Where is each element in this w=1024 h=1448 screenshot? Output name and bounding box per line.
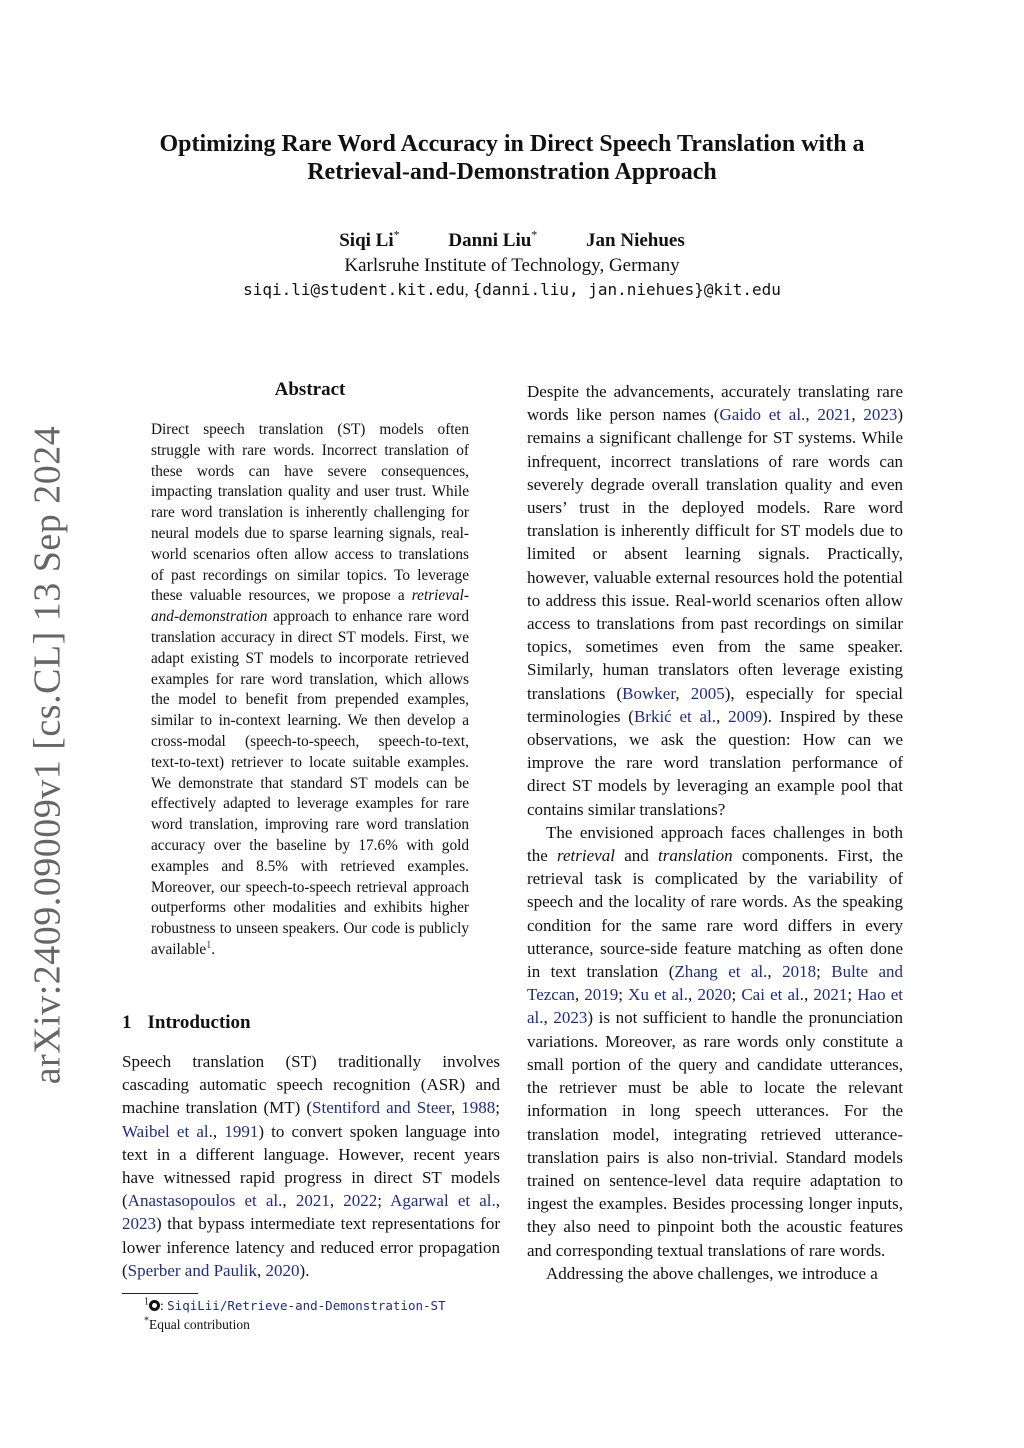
paper-title — [100, 130, 924, 186]
citation-link[interactable]: 2009 — [728, 706, 763, 726]
citation-link[interactable]: Anastasopoulos et al. — [127, 1191, 283, 1211]
citation-link[interactable]: 2021 — [813, 985, 848, 1005]
footnote-1: $^1$ : SiqiLii/Retrieve-and-Demonstration-ST — [144, 1296, 446, 1313]
right-paragraph-2: The envisioned approach faces challenges in both the retrieval and translation components. First, the retrieval task is complicated by the variability of speech and the locality of rare words. As the speaking condition for the same rare word differs in every utterance, source-side feature matching as often done in text translation (Zhang et al., 2018; Bulte and Tezcan, 2019; Xu et al., 2020; Cai et al., 2021; Hao et al., 2023) is not sufficient to handle the pronunciation variations. Moreover, as rare words only constitute a small portion of the query and candidate utterances, the retriever must be able to locate the relevant information in long speech utterances. For the translation model, integrating retrieved utterance-translation pairs is also non-trivial. Standard models trained on sentence-level data require adaptation to ingest the examples. Besides processing longer inputs, they also need to pinpoint both the acoustic features and corresponding textual translations of rare words. — [527, 822, 904, 1260]
citation-link[interactable]: 2005 — [690, 683, 725, 703]
citation-link[interactable]: Agarwal et al. — [390, 1191, 496, 1211]
citation-link[interactable]: 2018 — [782, 962, 817, 982]
footnote-divider — [122, 1293, 198, 1294]
citation-link[interactable]: Gaido et al. — [719, 405, 806, 425]
repository-link[interactable]: SiqiLii/Retrieve-and-Demonstration-ST — [167, 1298, 446, 1313]
github-icon — [149, 1300, 160, 1311]
citation-link[interactable]: 2020 — [265, 1260, 300, 1280]
arxiv-identifier: arXiv:2409.09009v1 [cs.CL] 13 Sep 2024 — [26, 425, 69, 1085]
affiliation: Karlsruhe Institute of Technology, Germany — [344, 255, 680, 276]
author-1: Siqi Li* — [339, 227, 400, 251]
citation-link[interactable]: Stentiford and Steer — [312, 1098, 451, 1118]
citation-link[interactable]: Waibel et al. — [122, 1121, 213, 1141]
right-column — [527, 380, 903, 1285]
citation-link[interactable]: Hao et al. — [527, 985, 904, 1028]
citation-link[interactable]: 2020 — [697, 985, 732, 1005]
title-line-2: Retrieval-and-Demonstration Approach — [307, 159, 717, 185]
citation-link[interactable]: Zhang et al. — [674, 962, 768, 982]
citation-link[interactable]: 2021 — [295, 1191, 330, 1211]
citation-link[interactable]: 2023 — [122, 1214, 156, 1234]
citation-link[interactable]: 2023 — [553, 1008, 588, 1028]
right-paragraph-1: Despite the advancements, accurately translating rare words like person names (Gaido et al., 2021, 2023) remains a significant challenge for ST systems. While infrequent, incorrect translations of rare words can severely degrade overall translation quality and even users’ trust in the deployed models. Rare word translation is inherently difficult for ST models due to limited or absent learning signals. Practically, however, valuable external resources hold the potential to address this issue. Real-world scenarios often allow access to translations from past recordings on similar topics, sometimes even from the same speaker. Similarly, human translators often leverage existing translations (Bowker, 2005), especially for special terminologies (Brkić et al., 2009). Inspired by these observations, we ask the question: How can we improve the rare word translation performance of direct ST models by leveraging an example pool that contains similar translations? — [527, 382, 904, 819]
introduction-paragraph: Speech translation (ST) traditionally involves cascading automatic speech recognition (ASR) and machine translation (MT) (Stentiford and Steer, 1988; Waibel et al., 1991) to convert spoken language into text in a different language. However, recent years have witnessed rapid progress in direct ST models (Anastasopoulos et al., 2021, 2022; Agarwal et al., 2023) that bypass intermediate text representations for lower inference latency and reduced error propagation (Sperber and Paulik, 2020). — [122, 1052, 501, 1280]
citation-link[interactable]: Xu et al. — [628, 985, 689, 1005]
citation-link[interactable]: 2019 — [584, 985, 619, 1005]
citation-link[interactable]: 1991 — [224, 1121, 259, 1141]
citation-link[interactable]: Bowker — [622, 683, 676, 703]
citation-link[interactable]: Bulte and Tezcan — [527, 962, 904, 1005]
citation-link[interactable]: Brkić et al. — [633, 706, 717, 726]
arxiv-sidebar-stamp — [14, 425, 80, 1085]
citation-link[interactable]: 2021 — [817, 405, 852, 425]
section-heading-introduction: 1 Introduction — [122, 1012, 251, 1033]
citation-link[interactable]: 2022 — [343, 1191, 378, 1211]
footnote-equal-contribution: *Equal contribution — [144, 1315, 250, 1332]
citation-link[interactable]: 1988 — [461, 1098, 496, 1118]
abstract-heading: Abstract — [274, 379, 346, 400]
right-paragraph-3: Addressing the above challenges, we introduce a — [546, 1263, 878, 1283]
author-list — [100, 227, 924, 252]
author-emails: siqi.li@student.kit.edu, {danni.liu, jan.niehues}@kit.edu — [243, 280, 781, 299]
footnote-ref-1[interactable]: 1 — [206, 939, 212, 951]
author-2: Danni Liu* — [448, 227, 538, 251]
email-siqi[interactable]: siqi.li@student.kit.edu — [243, 280, 465, 299]
email-danni-jan[interactable]: {danni.liu, jan.niehues}@kit.edu — [472, 280, 781, 299]
title-line-1: Optimizing Rare Word Accuracy in Direct Speech Translation with a — [159, 131, 865, 157]
citation-link[interactable]: Cai et al. — [741, 985, 804, 1005]
citation-link[interactable]: 2023 — [863, 405, 898, 425]
citation-link[interactable]: Sperber and Paulik — [127, 1260, 258, 1280]
author-3: Jan Niehues — [586, 230, 685, 251]
abstract-body: Direct speech translation (ST) models often struggle with rare words. Incorrect translation of these words can have severe consequences, impacting translation quality and user trust. While rare word translation is inherently challenging for neural models due to sparse learning signals, real-world scenarios often allow access to translations of past recordings on similar topics. To leverage these valuable resources, we propose a retrieval-and-demonstration approach to enhance rare word translation accuracy in direct ST models. First, we adapt existing ST models to incorporate retrieved examples for rare word translation, which allows the model to benefit from prepended examples, similar to in-context learning. We then develop a cross-modal (speech-to-speech, speech-to-text, text-to-text) retriever to locate suitable examples. We demonstrate that standard ST models can be effectively adapted to leverage examples for rare word translation, improving rare word translation accuracy over the baseline by 17.6% with gold examples and 8.5% with retrieved examples. Moreover, our speech-to-speech retrieval approach outperforms other modalities and exhibits higher robustness to unseen speakers. Our code is publicly available$^1$. — [151, 421, 469, 958]
